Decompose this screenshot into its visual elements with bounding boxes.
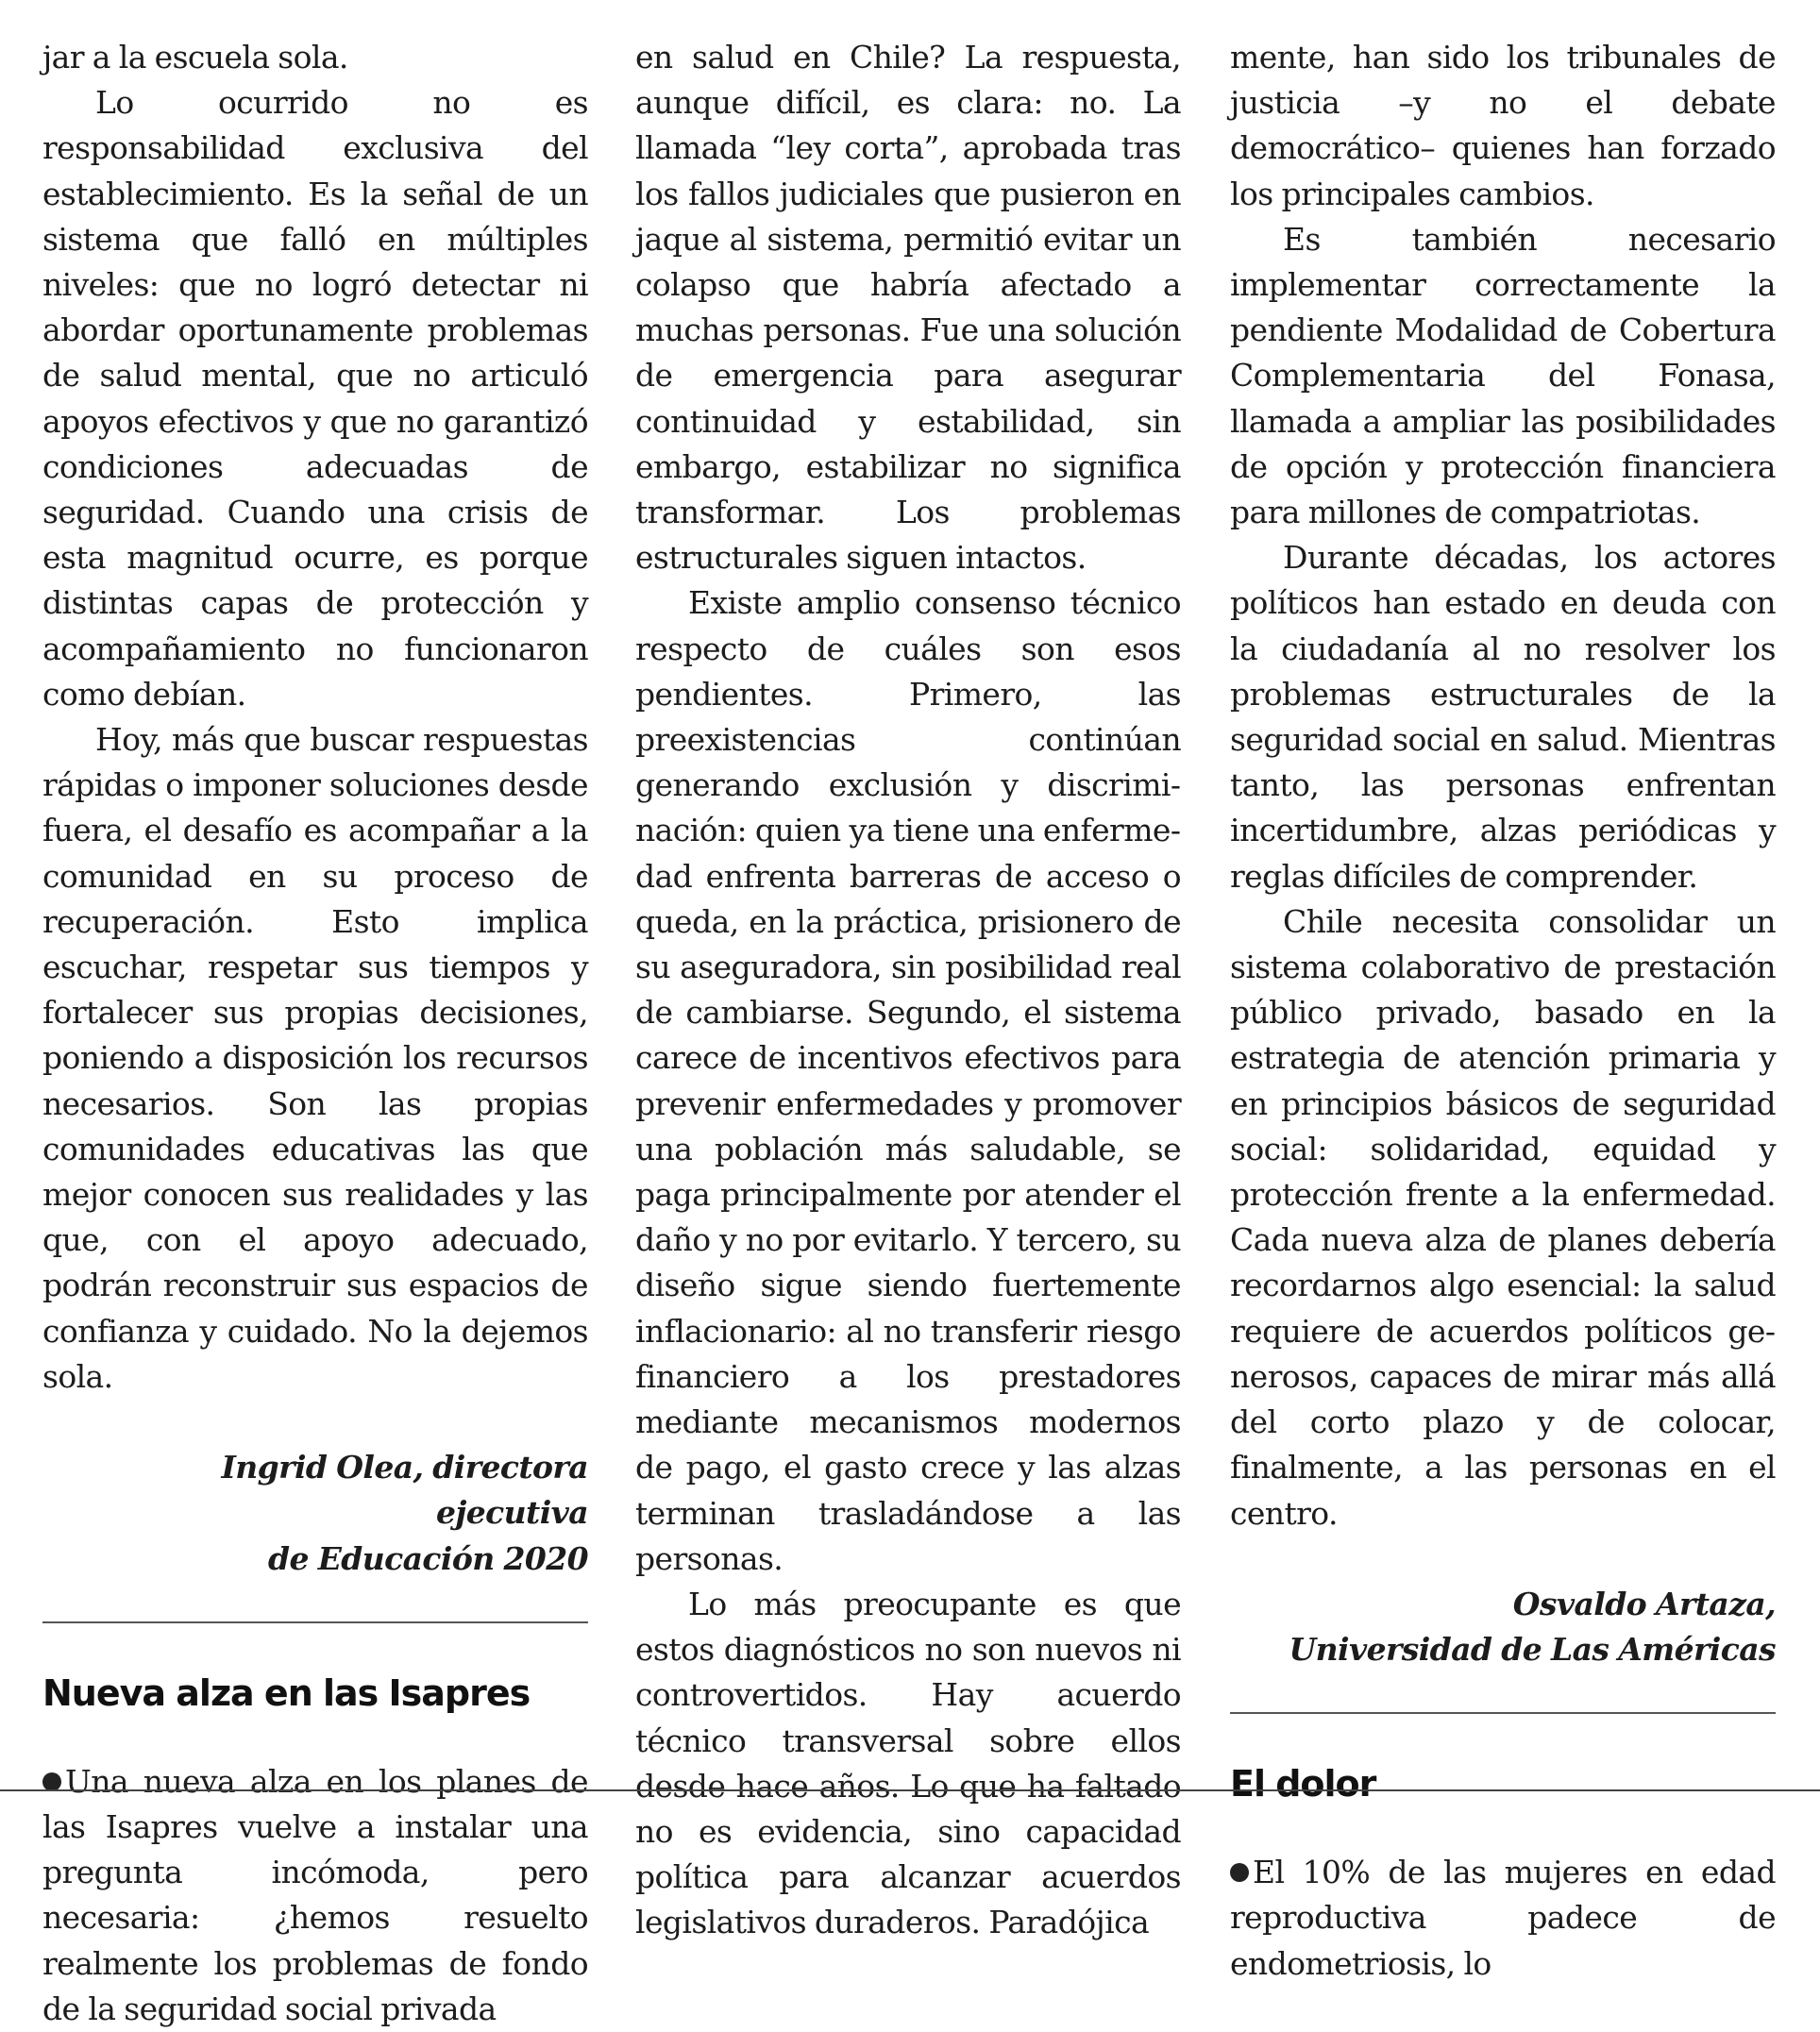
article-paragraph: mente, han sido los tribunales de justicia –y no el debate democrático– quienes han forzado los principales cambios.: [1230, 39, 1776, 212]
column-3: [1230, 35, 1776, 1987]
letter-headline: El dolor: [1230, 1763, 1376, 1805]
signature-line: Universidad de Las Américas: [1289, 1630, 1776, 1668]
article-paragraph: Lo más preocupante es que estos diagnósticos no son nuevos ni controvertidos. Hay acuerdo técnico transversal sobre ellos desde hace años. Lo que ha faltado no es evidencia, sino capacidad política para alcanzar acuerdos legislativos duraderos. Paradójica: [635, 1585, 1181, 1941]
letter-lead-paragraph: [1230, 1850, 1776, 1987]
column-1: [42, 35, 588, 2032]
bullet-icon: [42, 1772, 61, 1791]
letter-headline: Nueva alza en las Isapres: [42, 1671, 531, 1714]
author-signature: [1230, 1582, 1776, 1672]
article-paragraph: Durante décadas, los actores políticos han estado en deuda con la ciudadanía al no resolver los problemas estructurales de la seguridad social en salud. Mientras tanto, las personas enfrentan incertidumbre, alzas periódicas y reglas difíciles de comprender.: [1230, 539, 1776, 895]
signature-line: Osvaldo Artaza,: [1512, 1585, 1776, 1622]
article-paragraph: Es también necesario implementar correctamente la pendiente Modalidad de Cobertura Complementaria del Fonasa, llamada a ampliar las posibilidades de opción y protección financiera para millones de compatriotas.: [1230, 220, 1776, 531]
column-2: [635, 35, 1181, 1946]
signature-line: Ingrid Olea, directora ejecutiva: [221, 1449, 588, 1532]
author-signature: [42, 1445, 588, 1582]
article-paragraph: en salud en Chile? La respuesta, aunque difícil, es clara: no. La llamada “ley corta”, aprobada tras los fallos judiciales que pusieron en jaque al sistema, permitió evitar un colapso que habría afectado a muchas personas. Fue una solución de emergencia para asegurar continuidad y estabilidad, sin embargo, estabilizar no significa transformar. Los problemas estructurales siguen intactos.: [635, 39, 1181, 577]
page-bottom-rule: [0, 1789, 1820, 1791]
article-paragraph: Existe amplio consenso técnico respecto de cuáles son esos pendientes. Primero, las preexistencias continúan generando exclusión y discriminación: quien ya tiene una enfermedad enfrenta barreras de acceso o queda, en la práctica, prisionero de su aseguradora, sin posibilidad real de cambiarse. Segundo, el sistema carece de incentivos efectivos para prevenir enfermedades y promover una población más saludable, se paga principalmente por atender el daño y no por evitarlo. Y tercero, su diseño sigue siendo fuertemente inflacionario: al no transferir riesgo financiero a los prestadores mediante mecanismos modernos de pago, el gasto crece y las alzas terminan trasladándose a las personas.: [635, 584, 1181, 1577]
lead-text: El 10% de las mujeres en edad reproductiva padece de endometriosis, lo: [1230, 1854, 1776, 1982]
article-paragraph: Chile necesita consolidar un sistema colaborativo de prestación público privado, basado en la estrategia de atención primaria y en principios básicos de seguridad social: solidaridad, equidad y protección frente a la enfermedad. Cada nueva alza de planes debería recordarnos algo esencial: la salud requiere de acuerdos políticos generosos, capaces de mirar más allá del corto plazo y de colocar, finalmente, a las personas en el centro.: [1230, 902, 1776, 1532]
article-paragraph: jar a la escuela sola.: [42, 39, 348, 76]
letter-lead-paragraph: [42, 1759, 588, 2032]
article-paragraph: Hoy, más que buscar respuestas rápidas o imponer soluciones desde fuera, el desafío es acompañar a la comunidad en su proceso de recuperación. Esto implica escuchar, respetar sus tiempos y fortalecer sus propias decisiones, poniendo a disposición los recursos necesarios. Son las propias comunidades educativas las que mejor conocen sus realidades y las que, con el apoyo adecuado, podrán reconstruir sus espacios de confianza y cuidado. No la dejemos sola.: [42, 721, 588, 1395]
bullet-icon: [1230, 1863, 1249, 1882]
article-paragraph: Lo ocurrido no es responsabilidad exclusiva del establecimiento. Es la señal de un sistema que falló en múltiples niveles: que no logró detectar ni abordar oportunamente problemas de salud mental, que no articuló apoyos efectivos y que no garantizó condiciones adecuadas de seguridad. Cuando una crisis de esta magnitud ocurre, es porque distintas capas de protección y acompañamiento no funcionaron como debían.: [42, 84, 588, 713]
signature-line: de Educación 2020: [267, 1539, 588, 1577]
lead-text: Una nueva alza en los planes de las Isapres vuelve a instalar una pregunta incómoda, pero necesaria: ¿hemos resuelto realmente los problemas de fondo de la seguridad social privada: [42, 1762, 588, 2027]
